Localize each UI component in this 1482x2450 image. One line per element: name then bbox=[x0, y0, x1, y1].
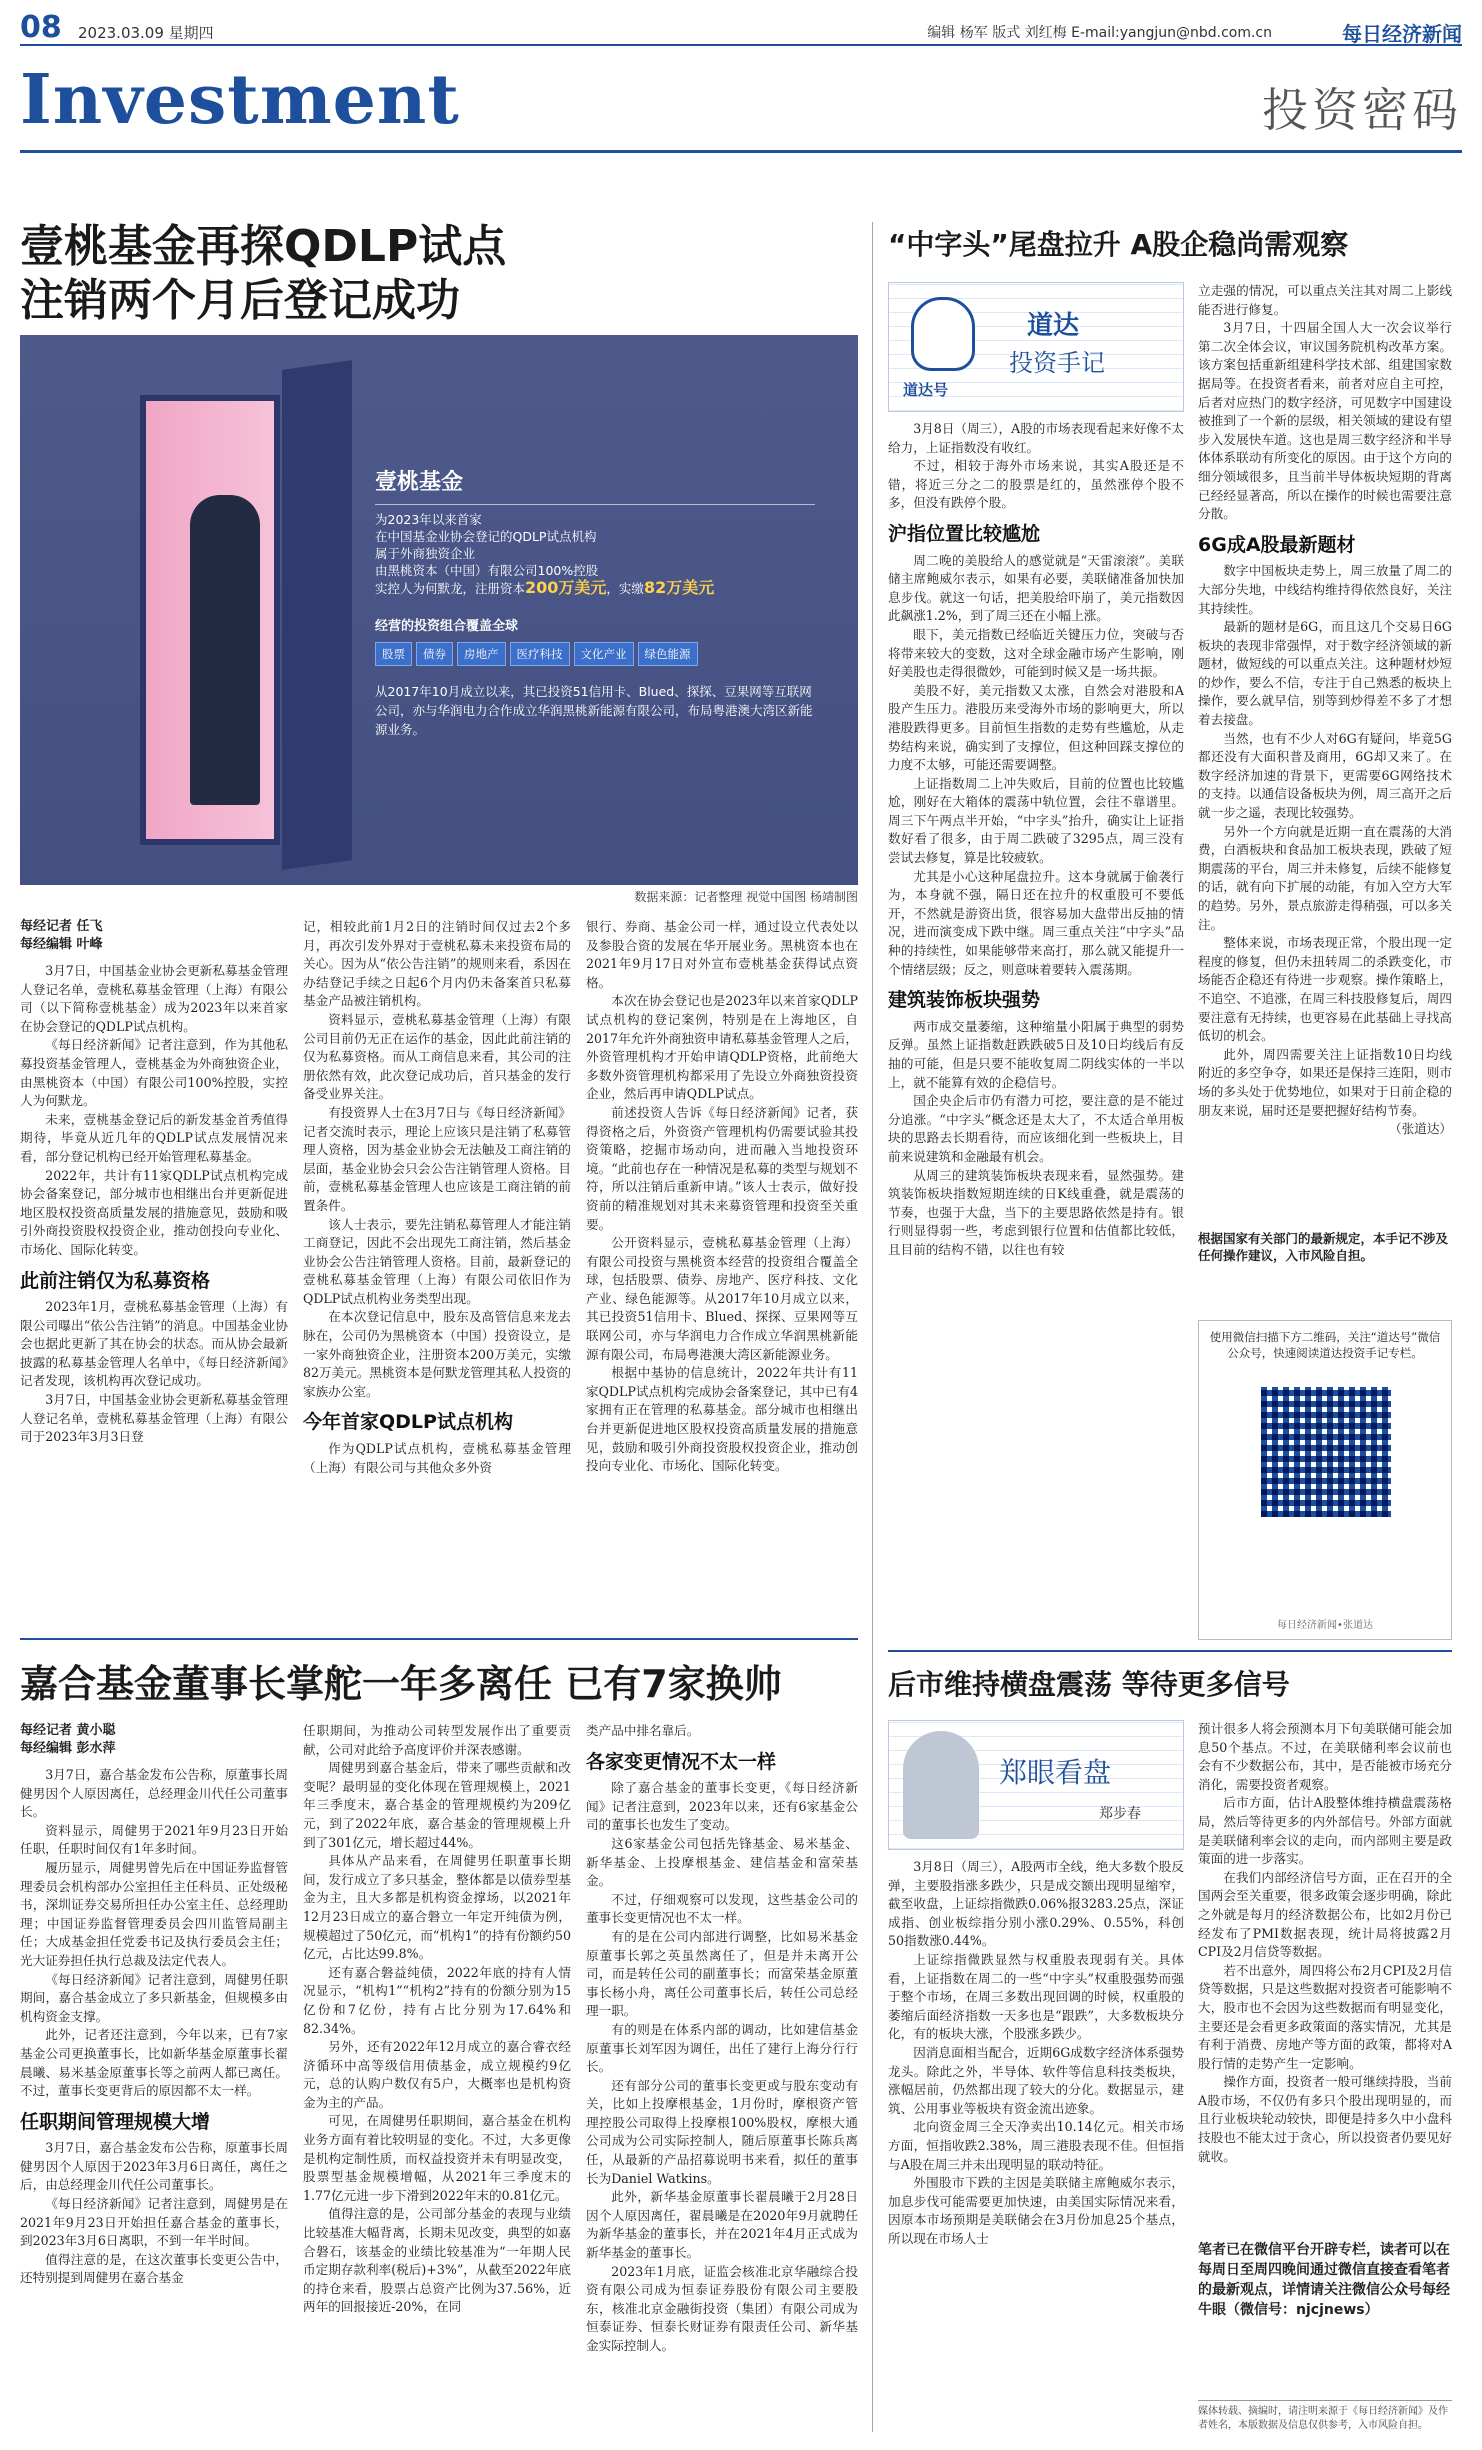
infographic-paragraph: 从2017年10月成立以来，其已投资51信用卡、Blued、探探、豆果网等互联网公司，亦与华润电力合作成立华润黑桃新能源有限公司，布局粤港澳大湾区新能源业务。 bbox=[375, 684, 813, 737]
infographic-line-2: 在中国基金业协会登记的QDLP试点机构 bbox=[375, 529, 597, 544]
column2-badge bbox=[888, 1720, 1184, 1850]
infographic-subtitle: 经营的投资组合覆盖全球 bbox=[375, 619, 519, 634]
paragraph: 《每日经济新闻》记者注意到，作为其他私募投资基金管理人，壹桃基金为外商独资企业，由黑桃资本（中国）有限公司100%控股，实控人为何默龙。 bbox=[20, 1037, 288, 1109]
paragraph: 另外一个方向就是近期一直在震荡的大消费，白酒板块和食品加工板块表现，跌破了短期震荡的平台，周三并未修复，后续不能修复的话，就有向下扩展的动能，有加入空方大军的趋势。另外，景点旅游走得稍强，可以多关注。 bbox=[1198, 823, 1452, 932]
author-portrait-icon bbox=[911, 297, 975, 371]
article1-column-2 bbox=[303, 918, 571, 1477]
header-rule bbox=[20, 150, 1462, 153]
issue-date: 2023.03.09 星期四 bbox=[78, 24, 214, 42]
paragraph: 不过，仔细观察可以发现，这些基金公司的董事长变更情况也不太一样。 bbox=[586, 1891, 858, 1926]
column-logo: 道达号 bbox=[903, 381, 949, 399]
column-divider bbox=[888, 1650, 1452, 1652]
section-title-en: Investment bbox=[20, 60, 460, 140]
article2-column-3 bbox=[586, 1722, 858, 2356]
column2-text-left bbox=[888, 1858, 1184, 2248]
registered-capital: 200万美元 bbox=[525, 578, 607, 597]
column1-text-right bbox=[1198, 282, 1452, 1139]
paragraph: 资料显示，壹桃私募基金管理（上海）有限公司目前仍无正在运作的基金，因此此前注销的仅为私募资格。而从工商信息来看，其公司的注册依然有效，此次登记成功后，首只基金的发行备受业界关注。 bbox=[303, 1011, 571, 1102]
column-author: 郑步春 bbox=[1099, 1806, 1141, 1822]
paragraph: 周二晚的美股给人的感觉就是“天雷滚滚”。美联储主席鲍威尔表示，如果有必要，美联储准备加快加息步伐。就这一句话，把美股给吓崩了，美元指数因此飙涨1.2%，到了周三还在小幅上涨。 bbox=[888, 552, 1184, 624]
l5-prefix: 实控人为何默龙，注册资本 bbox=[375, 581, 526, 596]
column-title: 道达 bbox=[1027, 311, 1080, 341]
column1-headline: “中字头”尾盘拉升 A股企稳尚需观察 bbox=[888, 228, 1349, 261]
copyright-footer: 媒体转载、摘编时，请注明来源于《每日经济新闻》及作者姓名，本版数据及信息仅供参考，入市风险自担。 bbox=[1198, 2400, 1452, 2433]
article1-infographic bbox=[20, 335, 858, 885]
infographic-text-box bbox=[375, 465, 815, 765]
paragraph: 根据中基协的信息统计，2022年共计有11家QDLP试点机构完成协会备案登记，其中已有4家拥有正在管理的私募基金。部分城市也相继出台并更新促进地区股权投资高质量发展的措施意见，鼓励和吸引外商投资股权投资企业，推动创投向专业化、市场化、国际化转变。 bbox=[586, 1365, 858, 1474]
infographic-line-4: 由黑桃资本（中国）有限公司100%控股 bbox=[375, 563, 599, 578]
paragraph: 3月7日，嘉合基金发布公告称，原董事长周健男因个人原因离任，总经理金川代任公司董事长。 bbox=[20, 1767, 288, 1820]
paragraph: 类产品中排名靠后。 bbox=[586, 1723, 700, 1738]
subheading: 此前注销仅为私募资格 bbox=[20, 1269, 211, 1292]
paragraph: 美股不好，美元指数又太涨，自然会对港股和A股产生压力。港股历来受海外市场的影响更大，所以港股跌得更多。目前恒生指数的走势有些尴尬，从走势结构来说，确实到了支撑位，但这种回踩支撑位的力度不太够，可能还需要调整。 bbox=[888, 682, 1184, 773]
qr-code-icon[interactable] bbox=[1261, 1387, 1391, 1517]
chip: 债券 bbox=[416, 642, 453, 666]
qr-caption: 使用微信扫描下方二维码，关注“道达号”微信公众号，快速阅读道达投资手记专栏。 bbox=[1209, 1330, 1441, 1360]
article2-column-2 bbox=[303, 1722, 571, 2317]
paragraph: 还有部分公司的董事长变更或与股东变动有关，比如上投摩根基金，1月份时，摩根资产管理控股公司取得上投摩根100%股权，摩根大通公司成为公司实际控制人，随后原董事长陈兵离任，从最新的产品招募说明书来看，拟任的董事长为Daniel Watkins。 bbox=[586, 2077, 858, 2186]
portfolio-chips bbox=[375, 642, 815, 666]
infographic-line-1: 为2023年以来首家 bbox=[375, 512, 482, 527]
section-title-cn: 投资密码 bbox=[1262, 83, 1462, 137]
editor: 每经编辑 彭水萍 bbox=[20, 1741, 116, 1756]
column1-badge bbox=[888, 282, 1184, 412]
door-panel-illustration bbox=[282, 360, 352, 870]
paragraph: 若不出意外，周四将公布2月CPI及2月信贷等数据，只是这些数据对投资者可能影响不大，股市也不会因为这些数据而有明显变化，主要还是会看更多政策面的落实情况，尤其是有利于消费、房地产等方面的政策，都将对A股行情的走势产生一定影响。 bbox=[1198, 1962, 1452, 2071]
paragraph: 有的则是在体系内部的调动，比如建信基金原董事长刘军因为调任，出任了建行上海分行行长。 bbox=[586, 2021, 858, 2075]
paragraph: 作为QDLP试点机构，壹桃私募基金管理（上海）有限公司与其他众多外资 bbox=[303, 1441, 571, 1475]
chip: 房地产 bbox=[457, 642, 506, 666]
paragraph: 2023年1月，壹桃私募基金管理（上海）有限公司曝出“依公告注销”的消息。中国基金业协会也据此更新了其在协会的状态。而从协会最新披露的私募基金管理人名单中，《每日经济新闻》记者发现，该机构再次登记成功。 bbox=[20, 1299, 288, 1389]
paragraph: 3月7日，嘉合基金发布公告称，原董事长周健男因个人原因于2023年3月6日离任，离任之后，由总经理金川代任公司董事长。 bbox=[20, 2140, 288, 2193]
paragraph: 该人士表示，要先注销私募管理人才能注销工商登记，因此不会出现先工商注销，然后基金业协会公告注销管理人资格。目前，最新登记的壹桃私募基金管理（上海）有限公司依旧作为QDLP试点机构业务类型出现。 bbox=[303, 1216, 571, 1306]
paragraph: 预计很多人将会预测本月下旬美联储可能会加息50个基点。不过，在美联储利率会议前也会有不少数据公布，其中，是否能被市场充分消化，需要投资者观察。 bbox=[1198, 1721, 1452, 1792]
paragraph: 3月7日，十四届全国人大一次会议举行第二次全体会议，审议国务院机构改革方案。该方案包括重新组建科学技术部、组建国家数据局等。在投资者看来，前者对应自主可控，后者对应热门的数字经济，可见数字中国建设被推到了一个新的层级，相关领域的建设有望步入发展快车道。这也是周三数字经济和半导体体系联动有所变化的原因。由于这个方向的细分领域很多，且当前半导体板块短期的背离已经经显著高，所以在操作的时候也需要注意分散。 bbox=[1198, 320, 1452, 522]
paragraph: 操作方面，投资者一般可继续持股，当前A股市场，不仅仍有多只个股出现明显的，而且行业板块轮动较快，即便是持多久中小盘科技股也不能太过于贪心，所以投资者仍要见好就收。 bbox=[1198, 2074, 1452, 2164]
article2-headline: 嘉合基金董事长掌舵一年多离任 已有7家换帅 bbox=[20, 1662, 782, 1706]
paragraph: 在我们内部经济信号方面，正在召开的全国两会至关重要，很多政策会逐步明确，除此之外就是每月的经济数据公布，比如2月份已经发布了PMI数据表现，统计局将披露2月CPI及2月信贷等数据。 bbox=[1198, 1869, 1452, 1960]
subheading: 任职期间管理规模大增 bbox=[20, 2110, 211, 2133]
paragraph: 有的是在公司内部进行调整，比如易米基金原董事长郭之英虽然离任了，但是并未离开公司，而是转任公司的副董事长；而富荣基金原董事长杨小舟，离任公司董事长后，转任公司总经理一职。 bbox=[586, 1928, 858, 2019]
column2-headline: 后市维持横盘震荡 等待更多信号 bbox=[888, 1668, 1290, 1701]
paragraph: 后市方面，估计A股整体维持横盘震荡格局，然后等待更多的内外部信号。外部方面就是美联储利率会议的走向，而内部则主要是政策面的进一步落实。 bbox=[1198, 1795, 1452, 1867]
column-separator bbox=[872, 222, 873, 2432]
paragraph: 北向资金周三全天净卖出10.14亿元。相关市场方面，恒指收跌2.38%，周三港股表现不佳。但恒指与A股在周三并未出现明显的联动特征。 bbox=[888, 2119, 1184, 2172]
author-signature: （张道达） bbox=[1389, 1121, 1452, 1137]
paragraph: 本次在协会登记也是2023年以来首家QDLP试点机构的登记案例，特别是在上海地区，自2017年允许外商独资申请私募基金管理人之后，外资管理机构才开始申请QDLP资格，此前绝大多数外资管理机构都采用了先设立外商独资投资企业，然后再申请QDLP试点。 bbox=[586, 993, 858, 1102]
column1-text-left bbox=[888, 420, 1184, 1260]
page-header bbox=[20, 10, 1462, 46]
paragraph: 《每日经济新闻》记者注意到，周健男任职期间，嘉合基金成立了多只新基金，但规模多由机构资金支撑。 bbox=[20, 1971, 288, 2024]
chip: 医疗科技 bbox=[510, 642, 570, 666]
column-subtitle: 投资手记 bbox=[1009, 349, 1105, 377]
paragraph: 3月8日（周三），A股两市全线，绝大多数个股反弹，主要股指涨多跌少，只是成交额出现明显缩窄，截至收盘，上证综指微跌0.06%报3283.25点，深证成指、创业板综指分别小涨0.29%、0.55%，科创50指数涨0.44%。 bbox=[888, 1859, 1184, 1949]
paragraph: 履历显示，周健男曾先后在中国证券监督管理委员会机构部办公室担任主任科员、正处级秘书，深圳证券交易所担任办公室主任、总经理助理；中国证券监督管理委员会四川监管局副主任；大成基金担任党委书记及执行委员会主任；光大证券担任执行总裁及法定代表人。 bbox=[20, 1859, 288, 1968]
column2-text-right bbox=[1198, 1720, 1452, 2166]
reporter: 每经记者 任飞 bbox=[20, 919, 103, 934]
reporter: 每经记者 黄小聪 bbox=[20, 1723, 116, 1738]
paragraph: 可见，在周健男任职期间，嘉合基金在机构业务方面有着比较明显的变化。不过，大多更像是机构定制性质，而权益投资并未有明显改变，股票型基金规模增幅，从2021年三季度末的1.77亿元进一步下滑到2022年末的0.81亿元。 bbox=[303, 2113, 571, 2203]
qr-promo-box bbox=[1198, 1320, 1452, 1640]
paragraph: 最新的题材是6G，而且这几个交易日6G板块的表现非常强悍，对于数字经济领域的新题材，做短线的可以重点关注。这种题材炒短的炒作，要么不信，专注于自己熟悉的板块上操作，要么就早信，别等到炒得差不多了才想着去接盘。 bbox=[1198, 619, 1452, 728]
infographic-divider bbox=[375, 504, 815, 505]
paragraph: 此外，周四需要关注上证指数10日均线附近的多空争夺，如果还是保持三连阳，则市场的多头处于优势地位，如果对于日前企稳的朋友来说，届时还是要把握好结构节奏。 bbox=[1198, 1046, 1452, 1118]
person-illustration bbox=[190, 495, 260, 805]
subheading: 各家变更情况不太一样 bbox=[586, 1750, 777, 1773]
paragraph: 此外，记者还注意到，今年以来，已有7家基金公司更换董事长，比如新华基金原董事长翟晨曦、易米基金原董事长等之前两人都已离任。不过，董事长变更背后的原因都不太一样。 bbox=[20, 2027, 288, 2099]
brand-logo: 每日经济新闻 bbox=[1342, 22, 1462, 46]
paragraph: 3月7日，中国基金业协会更新私募基金管理人登记名单，壹桃私募基金管理（上海）有限公司（以下简称壹桃基金）成为2023年以来首家在协会登记的QDLP试点机构。 bbox=[20, 963, 288, 1034]
column1-disclaimer: 根据国家有关部门的最新规定，本手记不涉及任何操作建议，入市风险自担。 bbox=[1198, 1231, 1449, 1263]
editor-info: 编辑 杨军 版式 刘红梅 E-mail:yangjun@nbd.com.cn bbox=[927, 25, 1272, 41]
paragraph: 外围股市下跌的主因是美联储主席鲍威尔表示，加息步伐可能需要更加快速，由美国实际情况来看，因原本市场预期是美联储会在3月份加息25个基点，所以现在市场人士 bbox=[888, 2175, 1184, 2246]
infographic-line-5 bbox=[375, 579, 815, 597]
article-divider bbox=[20, 1638, 858, 1640]
paragraph: 上证综指微跌显然与权重股表现弱有关。具体看，上证指数在周二的一些“中字头”权重股强势而强于整个市场，在周三多数出现回调的时候，权重股的萎缩后面经济指数一天多也是“跟跌”，大多数板块分化，有的板块大涨，个股涨多跌少。 bbox=[888, 1951, 1184, 2042]
paragraph: 另外，还有2022年12月成立的嘉合睿衣经济循环中高等级信用债基金，成立规模约9亿元，总的认购户数仅有5户，大概率也是机构资金为主的产品。 bbox=[303, 2039, 571, 2110]
editor: 每经编辑 叶峰 bbox=[20, 937, 103, 952]
chip: 股票 bbox=[375, 642, 412, 666]
author-portrait-icon bbox=[903, 1731, 979, 1839]
paragraph: 任职期间，为推动公司转型发展作出了重要贡献，公司对此给予高度评价并深表感谢。 bbox=[303, 1723, 571, 1757]
paragraph: 两市成交量萎缩，这种缩量小阳属于典型的弱势反弹。虽然上证指数赶跌跌破5日及10日均线后有反抽的可能，但是只要不能收复周二阴线实体的一半以上，就不能算有效的企稳信号。 bbox=[888, 1018, 1184, 1090]
subheading: 今年首家QDLP试点机构 bbox=[303, 1411, 513, 1434]
paragraph: 除了嘉合基金的董事长变更，《每日经济新闻》记者注意到，2023年以来，还有6家基金公司的董事长也发生了变动。 bbox=[586, 1780, 858, 1833]
photo-credit: 数据来源：记者整理 视觉中国图 杨靖制图 bbox=[634, 890, 858, 904]
article1-column-1 bbox=[20, 918, 288, 1447]
paragraph: 公开资料显示，壹桃私募基金管理（上海）有限公司投资与黑桃资本经营的投资组合覆盖全球，包括股票、债券、房地产、医疗科技、文化产业、绿色能源等。从2017年10月成立以来，其已投资51信用卡、Blued、探探、豆果网等互联网公司，亦与华润电力合作成立华润黑桃新能源有限公司，布局粤港澳大湾区新能源业务。 bbox=[586, 1235, 858, 1362]
paragraph: 这6家基金公司包括先锋基金、易米基金、新华基金、上投摩根基金、建信基金和富荣基金。 bbox=[586, 1835, 858, 1889]
paragraph: 眼下，美元指数已经临近关键压力位，突破与否将带来较大的变数，这对全球金融市场产生影响，刚好美股也走得很微妙，可能到时候又是一场共振。 bbox=[888, 626, 1184, 680]
paragraph: 2023年1月底，证监会核准北京华融综合投资有限公司成为恒泰证券股份有限公司主要股东，核准北京金融街投资（集团）有限公司成为恒泰证券、恒泰长财证券有限责任公司、新华基金实际控制人。 bbox=[586, 2263, 858, 2353]
column2-notice: 笔者已在微信平台开辟专栏，读者可以在每周日至周四晚间通过微信直接查看笔者的最新观点，详情请关注微信公众号每经牛眼（微信号：njcjnews） bbox=[1198, 2242, 1450, 2318]
column-title: 郑眼看盘 bbox=[999, 1756, 1112, 1789]
paragraph: 《每日经济新闻》记者注意到，周健男是在2021年9月23日开始担任嘉合基金的董事长，到2023年3月6日离职，不到一年半时间。 bbox=[20, 2196, 288, 2249]
paragraph: 有投资界人士在3月7日与《每日经济新闻》记者交流时表示，理论上应该只是注销了私募管理人资格，因为基金业协会无法触及工商注销的层面，基金业协会只会公告注销管理人资格。目前，壹桃私募基金管理人也应该是工商注销的前置条件。 bbox=[303, 1104, 571, 1213]
paragraph: 在本次登记信息中，股东及高管信息来龙去脉在，公司仍为黑桃资本（中国）投资设立，是一家外商独资企业，注册资本200万美元，实缴82万美元。黑桃资本是何默龙管理其私人投资的家族办公室。 bbox=[303, 1309, 571, 1399]
paid-capital: 82万美元 bbox=[643, 578, 715, 597]
paragraph: 记，相较此前1月2日的注销时间仅过去2个多月，再次引发外界对于壹桃私募未来投资布局的关心。因为从“依公告注销”的规则来看，系因在办结登记手续之日起6个月内仍未备案首只私募基金产品被注销机构。 bbox=[303, 919, 571, 1009]
paragraph: 立走强的情况，可以重点关注其对周二上影线能否进行修复。 bbox=[1198, 283, 1452, 317]
paragraph: 银行、券商、基金公司一样，通过设立代表处以及参股合资的发展在华开展业务。黑桃资本也在2021年9月17日对外宣布壹桃基金获得试点资格。 bbox=[586, 919, 858, 990]
paragraph: 从周三的建筑装饰板块表现来看，显然强势。建筑装饰板块指数短期连续的日K线重叠，就是震荡的节奏，也强于大盘，当下的主要思路依然是持有。银行则显得弱一些，考虑到银行位置和估值都比较低，且目前的结构不错，以往也有较 bbox=[888, 1167, 1184, 1257]
paragraph: 当然，也有不少人对6G有疑问，毕竟5G都还没有大面积普及商用，6G却又来了。在数字经济加速的背景下，更需要6G网络技术的支持。以通信设备板块为例，周三高开之后就一步之遥，表现比较强势。 bbox=[1198, 730, 1452, 821]
paragraph: 3月7日，中国基金业协会更新私募基金管理人登记名单，壹桃私募基金管理（上海）有限公司于2023年3月3日登 bbox=[20, 1392, 288, 1445]
paragraph: 尤其是小心这种尾盘拉升。这本身就属于偷袭行为，本身就不强，隔日还在拉升的权重股可不要低开，不然就是游资出货，很容易加大盘带出反抽的情况，进而演变成下跌中继。周三重点关注“中字头”品种的持续性，如果能够带来高打，那么就又能提升一个情绪层级；反之，则意味着要转入震荡期。 bbox=[888, 868, 1184, 977]
paragraph: 此外，新华基金原董事长翟晨曦于2月28日因个人原因离任，翟晨曦是在2020年9月就聘任为新华基金的董事长，并在2021年4月正式成为新华基金的董事长。 bbox=[586, 2189, 858, 2261]
paragraph: 还有嘉合磐益纯债，2022年底的持有人情况显示，“机构1”“机构2”持有的份额分别为15亿份和7亿份，持有占比分别为17.64%和82.34%。 bbox=[303, 1964, 571, 2036]
article1-column-3 bbox=[586, 918, 858, 1476]
subheading: 建筑装饰板块强势 bbox=[888, 989, 1041, 1012]
paragraph: 周健男到嘉合基金后，带来了哪些贡献和改变呢？最明显的变化体现在管理规模上，2021年三季度末，嘉合基金的管理规模约为209亿元，到了2022年底，嘉合基金的管理规模上升到了301亿元，增长超过44%。 bbox=[303, 1760, 571, 1850]
paragraph: 资料显示，周健男于2021年9月23日开始任职，任职时间仅有1年多时间。 bbox=[20, 1822, 288, 1857]
paragraph: 数字中国板块走势上，周三放量了周二的大部分失地，中线结构维持得依然良好，关注其持续性。 bbox=[1198, 563, 1452, 616]
article1-headline-1: 壹桃基金再探QDLP试点 bbox=[20, 221, 507, 272]
article2-column-1 bbox=[20, 1722, 288, 2288]
paragraph: 2022年，共计有11家QDLP试点机构完成协会备案登记，部分城市也相继出台并更新促进地区股权投资高质量发展的措施意见，鼓励和吸引外商投资股权投资企业，推动创投向专业化、市场化、国际化转变。 bbox=[20, 1167, 288, 1257]
infographic-title: 壹桃基金 bbox=[375, 470, 464, 495]
page-number: 08 bbox=[20, 10, 62, 45]
paragraph: 具体从产品来看，在周健男任职董事长期间，发行成立了多只基金，整体都是以债券型基金为主，且大多都是机构资金撑场，以2021年12月23日成立的嘉合磐立一年定开纯债为例，规模超过了50亿元，而“机构1”的持有份额约50亿元，占比达99.8%。 bbox=[303, 1853, 571, 1962]
paragraph: 3月8日（周三），A股的市场表现看起来好像不太给力，上证指数没有收红。 bbox=[888, 421, 1184, 455]
paragraph: 未来，壹桃基金登记后的新发基金首秀值得期待，毕竟从近几年的QDLP试点发展情况来看，部分登记机构已经开始管理私募基金。 bbox=[20, 1111, 288, 1164]
paragraph: 上证指数周二上冲失败后，目前的位置也比较尴尬，刚好在大箱体的震荡中轨位置，会往不靠谱里。周三下午两点半开始，“中字头”抬升，确实让上证指数好看了很多，由于周二跌破了3295点，周三没有尝试去修复，算是比较疲软。 bbox=[888, 775, 1184, 866]
qr-credit: 每日经济新闻•张道达 bbox=[1277, 1620, 1373, 1631]
infographic-line-3: 属于外商独资企业 bbox=[375, 546, 476, 561]
l5-middle: ，实缴 bbox=[606, 581, 644, 596]
subheading: 沪指位置比较尴尬 bbox=[888, 522, 1041, 545]
paragraph: 国企央企后市仍有潜力可挖，要注意的是不能过分追涨。“中字头”概念还是太大了，不太适合单用板块的思路去长期看待，而应该细化到一些板块上，目前来说建筑和金融最有机会。 bbox=[888, 1093, 1184, 1164]
subheading: 6G成A股最新题材 bbox=[1198, 533, 1356, 556]
paragraph: 整体来说，市场表现正常，个股出现一定程度的修复，但仍未扭转周二的杀跌变化，市场能否企稳还有待进一步观察。操作策略上，不追空、不追涨，在周三科技股修复后，周四要注意有无持续，也更容易在此基础上寻找高低切的机会。 bbox=[1198, 935, 1452, 1044]
chip: 文化产业 bbox=[574, 642, 634, 666]
article1-headline-2: 注销两个月后登记成功 bbox=[20, 275, 460, 326]
chip: 绿色能源 bbox=[638, 642, 698, 666]
paragraph: 值得注意的是，在这次董事长变更公告中，还特别提到周健男在嘉合基金 bbox=[20, 2251, 288, 2286]
paragraph: 因消息面相当配合，近期6G成数字经济体系强势龙头。除此之外，半导体、软件等信息科技类板块，涨幅居前，仍然都出现了较大的分化。数据显示，建筑、公用事业等板块有资金流出迹象。 bbox=[888, 2044, 1184, 2116]
paragraph: 值得注意的是，公司部分基金的表现与业绩比较基准大幅背离，长期未见改变，典型的如嘉合磐石，该基金的业绩比较基准为“一年期人民币定期存款利率(税后)+3%”，从截至2022年底的持仓来看，股票占总资产比例为37.56%，近两年的回报接近-20%，在同 bbox=[303, 2206, 571, 2315]
paragraph: 前述投资人告诉《每日经济新闻》记者，获得资格之后，外资资产管理机构仍需要试验其投资策略，挖掘市场动向，进而融入当地投资环境。“此前也存在一种情况是私募的类型与规划不符，所以注销后重新申请。”该人士表示，做好投资前的精准规划对其未来募资管理和投资至关重要。 bbox=[586, 1104, 858, 1232]
paragraph: 不过，相较于海外市场来说，其实A股还是不错，将近三分之二的股票是红的，虽然涨停个股不多，但没有跌停个股。 bbox=[888, 458, 1184, 511]
